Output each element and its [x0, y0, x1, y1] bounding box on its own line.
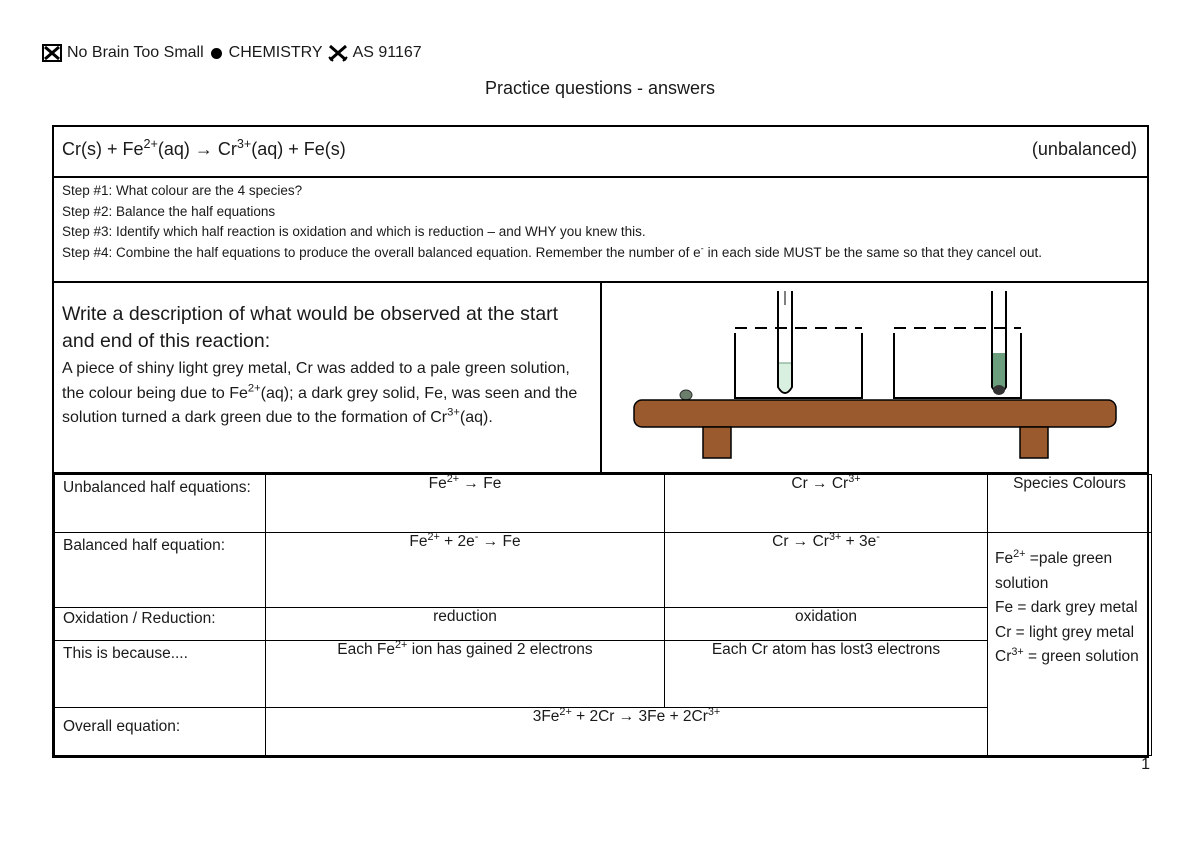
equation-cell: [53, 126, 1148, 177]
reduction-label: reduction: [266, 608, 665, 641]
page-number: 1: [1141, 756, 1150, 773]
bench: [634, 400, 1116, 458]
oxidation-reason: Each Cr atom has lost3 electrons: [665, 641, 988, 708]
row-redox-label: Oxidation / Reduction:: [55, 608, 266, 641]
unbalanced-note: (unbalanced): [1031, 139, 1137, 159]
worksheet-table: [52, 125, 1149, 758]
half-equations-cell: [53, 473, 1148, 757]
beaker-end: [894, 291, 1021, 398]
colour-fe: Fe = dark grey metal: [995, 599, 1138, 616]
half-equations-table: [54, 474, 1152, 756]
header-subject: CHEMISTRY: [228, 44, 323, 61]
bullet-icon: [211, 48, 222, 59]
row-overall-label: Overall equation:: [55, 708, 266, 756]
chromium-piece: [680, 390, 692, 400]
cross-icon: [42, 44, 62, 62]
step-3: Step #3: Identify which half reaction is oxidation and which is reduction – and WHY you knew this.: [62, 224, 646, 239]
crossed-swords-icon: [328, 44, 348, 62]
balanced-oxidation: $Cr \to Cr^{3+} + 3e^-$: [665, 533, 988, 608]
apparatus-illustration: [602, 283, 1150, 467]
species-colours-list: [988, 533, 1152, 756]
colour-cr3: $Cr^{3+}$ = green solution: [995, 645, 1139, 665]
beaker-start: [735, 291, 862, 398]
balanced-reduction: $Fe^{2+} + 2e^- \to Fe$: [266, 533, 665, 608]
step-4: Step #4: Combine the half equations to produce the overall balanced equation. Remember the number of e- in each side MUST be the same so that they cancel out.: [62, 243, 1043, 260]
description-body: A piece of shiny light grey metal, Cr was added to a pale green solution, the colour being due to $Fe^{2+}(aq)$; a dark grey solid, Fe, was seen and the solution turned a dark green due to the formation of $Cr^{3+}(aq)$.: [62, 360, 578, 426]
colour-cr: Cr = light grey metal: [995, 623, 1135, 641]
header-standard: AS 91167: [352, 44, 422, 61]
reaction-equation: $Cr(s) + Fe^{2+}(aq) \to Cr^{3+}(aq) + Fe(s)$: [62, 137, 346, 159]
unbalanced-oxidation: $Cr \to Cr^{3+}$: [665, 475, 988, 533]
oxidation-label: oxidation: [665, 608, 988, 641]
page-header: [42, 44, 422, 62]
description-cell: [53, 282, 601, 473]
apparatus-cell: [601, 282, 1149, 473]
row-because-label: This is because....: [55, 641, 266, 708]
header-brand: No Brain Too Small: [67, 44, 204, 61]
unbalanced-reduction: $Fe^{2+} \to Fe$: [266, 475, 665, 533]
step-1: Step #1: What colour are the 4 species?: [62, 183, 303, 198]
description-heading: Write a description of what would be observed at the start and end of this reaction:: [62, 303, 559, 352]
steps-cell: [53, 177, 1148, 282]
row-balanced-label: Balanced half equation:: [55, 533, 266, 608]
reduction-reason: Each $Fe^{2+}$ ion has gained 2 electrons: [266, 641, 665, 708]
step-2: Step #2: Balance the half equations: [62, 203, 276, 219]
colour-fe2: $Fe^{2+}$ =pale green solution: [995, 547, 1113, 592]
page-title: Practice questions - answers: [484, 78, 716, 98]
species-colours-header: Species Colours: [988, 475, 1152, 533]
row-unbalanced-label: Unbalanced half equations:: [55, 475, 266, 533]
overall-equation: $3Fe^{2+} + 2Cr \to 3Fe + 2Cr^{3+}$: [266, 708, 988, 756]
